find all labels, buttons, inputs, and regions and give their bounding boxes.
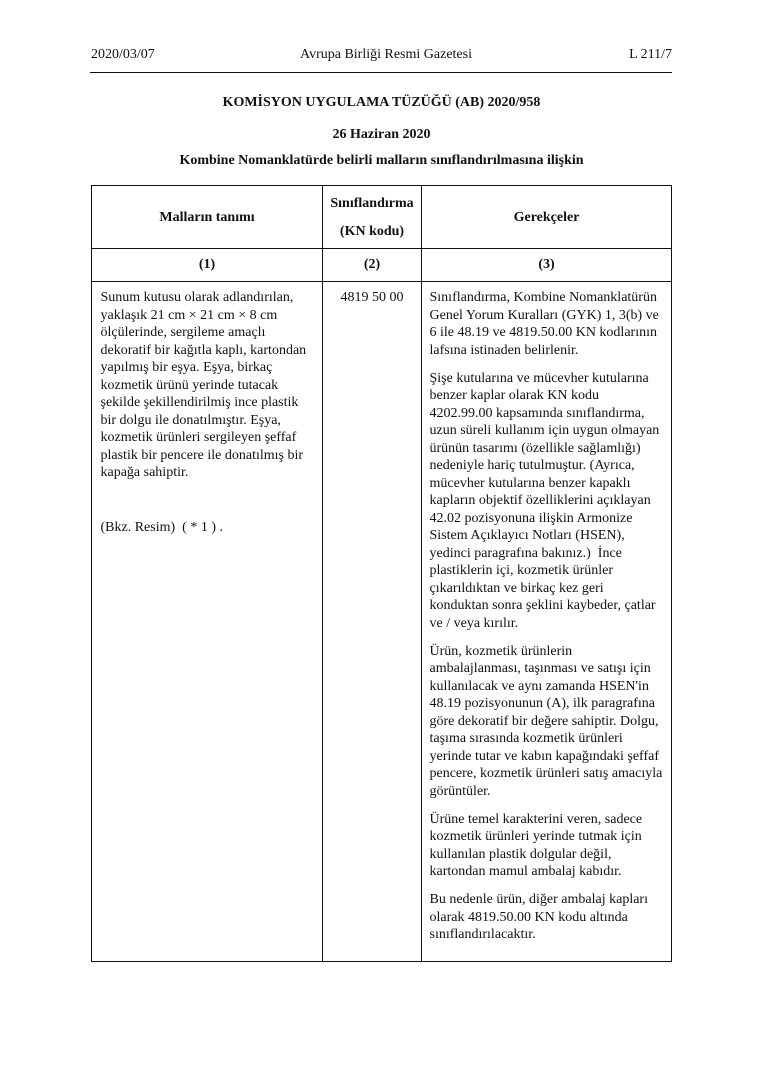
classification-table <box>91 185 672 962</box>
goods-description-cell <box>92 282 323 961</box>
kn-code-cell <box>323 282 422 961</box>
reasons-cell <box>422 282 671 961</box>
column-header-classification <box>323 186 422 249</box>
goods-description-text: Sunum kutusu olarak adlandırılan, yaklaşık 21 cm × 21 cm × 8 cm ölçülerinde, sergileme amaçlı dekoratif bir kağıtla kaplı, kartondan yapılmış bir eşya. Eşya, birkaç kozmetik ürünü yerinde tutacak şekilde şekillendirilmiş ince plastik bir dolgu ile donatılmıştır. Eşya, kozmetik ürünleri sergileyen şeffaf plastik bir pencere ile donatılmış bir kapağa sahiptir. <box>100 290 307 480</box>
reason-paragraph: Ürün, kozmetik ürünlerin ambalajlanması, taşınması ve satışı için kullanılacak ve aynı zamanda HSEN'in 48.19 pozisyonunun (A), ilk paragrafına göre dekoratif bir değere sahiptir. Dolgu, taşıma sırasında kozmetik ürünleri yerinde tutar ve kabın kapağındaki şeffaf pencere, kozmetik ürünleri satış amacıyla görüntüler. <box>429 643 663 799</box>
kn-code: 4819 50 00 <box>340 290 404 305</box>
journal-title: Avrupa Birliği Resmi Gazetesi <box>300 47 472 62</box>
reason-paragraph: Ürüne temel karakterini veren, sadece kozmetik ürünleri yerinde tutmak için kullanılan plastik dolgular değil, kartondan mamul ambalaj kabıdır. <box>429 811 643 879</box>
page-reference: L 211/7 <box>629 47 672 62</box>
column-header-reasons <box>422 186 671 249</box>
header-rule <box>90 72 672 73</box>
reason-paragraph: Şişe kutularına ve mücevher kutularına benzer kaplar olarak KN kodu 4202.99.00 kapsamında sınıflandırma, uzun süreli kullanım için uygun olmayan ürünün tasarımı (özellikle sağlamlığı) nedeniyle hariç tutulmuştur. (Ayrıca, mücevher kutularına benzer kapaklı kapların objektif özelliklerini açıklayan 42.02 pozisyonuna ilişkin Armonize Sistem Açıklayıcı Notları (HSEN), yedinci paragrafına bakınız.) İnce plastiklerin içi, kozmetik ürünler çıkarıldıktan ve birkaç kez geri konduktan sonra şeklini kaybeder, çatlar ve / veya kırılır. <box>429 370 660 631</box>
regulation-date: 26 Haziran 2020 <box>332 127 431 142</box>
figure-reference: (Bkz. Resim) ( * 1 ) . <box>100 520 223 535</box>
header-date: 2020/03/07 <box>91 47 155 62</box>
reason-paragraph: Sınıflandırma, Kombine Nomanklatürün Genel Yorum Kuralları (GYK) 1, 3(b) ve 6 ile 48.19 ve 4819.50.00 KN kodlarının lafsına istinaden belirlenir. <box>429 290 659 358</box>
column-header-classification-sublabel: (KN kodu) <box>339 223 405 239</box>
column-header-description <box>92 186 323 249</box>
column-header-classification-label: Sınıflandırma <box>330 195 414 211</box>
column-header-description-label: Malların tanımı <box>159 210 255 226</box>
column-number-2: (2) <box>323 249 422 282</box>
regulation-subject: Kombine Nomanklatürde belirli malların sınıflandırılmasına ilişkin <box>179 153 584 168</box>
column-header-reasons-label: Gerekçeler <box>513 210 580 226</box>
regulation-title: KOMİSYON UYGULAMA TÜZÜĞÜ (AB) 2020/958 <box>222 95 541 110</box>
column-number-3: (3) <box>422 249 671 282</box>
column-number-1: (1) <box>92 249 323 282</box>
reason-paragraph: Bu nedenle ürün, diğer ambalaj kapları olarak 4819.50.00 KN kodu altında sınıflandırılacaktır. <box>429 892 648 942</box>
